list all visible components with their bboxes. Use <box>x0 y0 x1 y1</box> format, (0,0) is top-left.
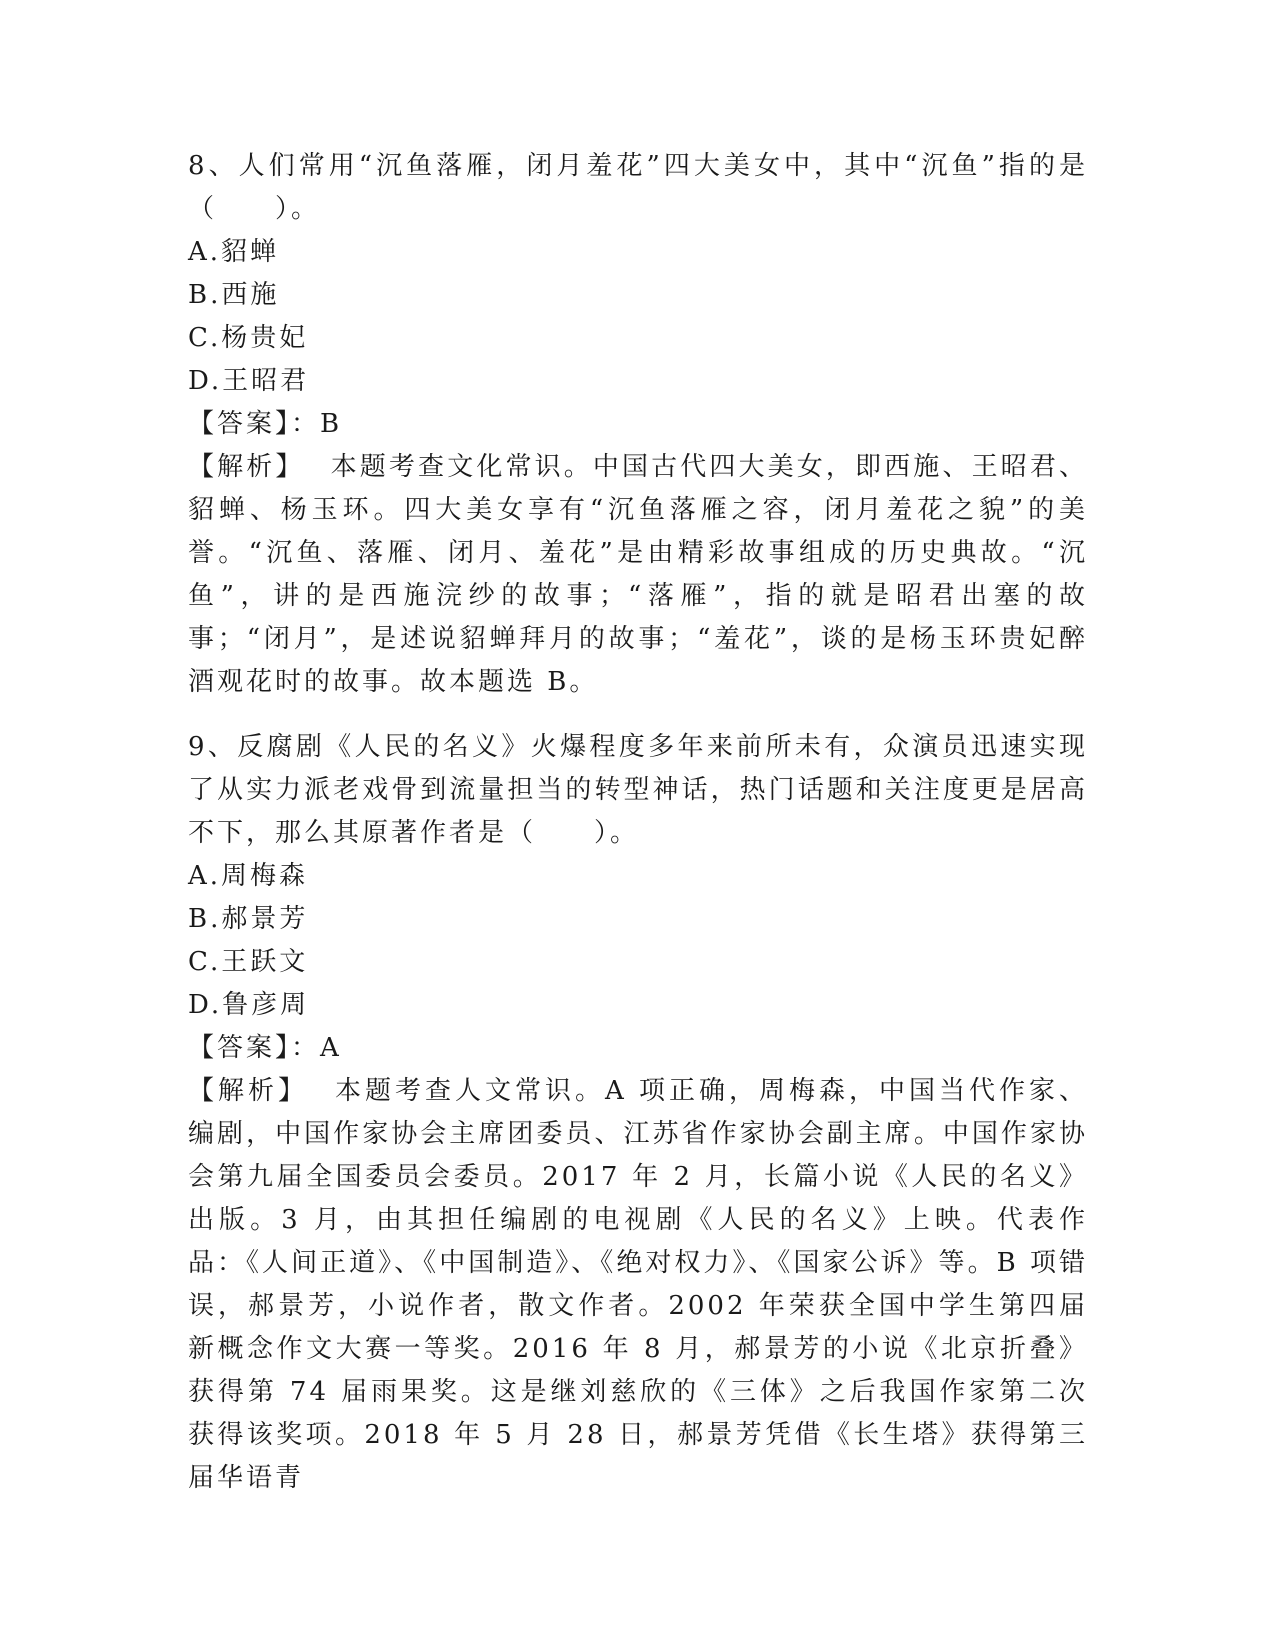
answer-value: A <box>320 1033 342 1063</box>
analysis-block <box>188 446 1088 704</box>
answer-line <box>188 1027 1088 1070</box>
answer-label: 【答案】： <box>188 409 321 439</box>
question-stem: 8、人们常用“沉鱼落雁，闭月羞花”四大美女中，其中“沉鱼”指的是（ ）。 <box>188 151 1088 224</box>
option-c: C.王跃文 <box>188 947 309 977</box>
question-9 <box>188 726 1088 1500</box>
option-d: D.鲁彦周 <box>188 990 310 1020</box>
option-b: B.西施 <box>188 280 280 310</box>
document-page <box>188 145 1088 1500</box>
analysis-block <box>188 1070 1088 1500</box>
answer-value: B <box>320 409 343 439</box>
answer-line <box>188 403 1088 446</box>
option-b: B.郝景芳 <box>188 904 309 934</box>
option-c: C.杨贵妃 <box>188 323 309 353</box>
question-stem: 9、反腐剧《人民的名义》火爆程度多年来前所未有，众演员迅速实现了从实力派老戏骨到流量担当的转型神话，热门话题和关注度更是居高不下，那么其原著作者是（ ）。 <box>188 732 1088 848</box>
option-a: A.周梅森 <box>188 861 309 891</box>
analysis-text: 本题考查文化常识。中国古代四大美女，即西施、王昭君、貂蝉、杨玉环。四大美女享有“沉鱼落雁之容，闭月羞花之貌”的美誉。“沉鱼、落雁、闭月、羞花”是由精彩故事组成的历史典故。“沉鱼”，讲的是西施浣纱的故事；“落雁”，指的就是昭君出塞的故事；“闭月”，是述说貂蝉拜月的故事；“羞花”，谈的是杨玉环贵妃醉酒观花时的故事。故本题选 B。 <box>188 452 1088 697</box>
option-d: D.王昭君 <box>188 366 310 396</box>
option-a: A.貂蝉 <box>188 237 280 267</box>
analysis-label: 【解析】 <box>188 1076 308 1106</box>
analysis-label: 【解析】 <box>188 452 305 482</box>
answer-label: 【答案】： <box>188 1033 321 1063</box>
question-8 <box>188 145 1088 704</box>
analysis-text: 本题考查人文常识。A 项正确，周梅森，中国当代作家、编剧，中国作家协会主席团委员、江苏省作家协会副主席。中国作家协会第九届全国委员会委员。2017 年 2 月，长篇小说《人民的名义》出版。3 月，由其担任编剧的电视剧《人民的名义》上映。代表作品：《人间正道》、《中国制造》、《绝对权力》、《国家公诉》等。B 项错误，郝景芳，小说作者，散文作者。2002 年荣获全国中学生第四届新概念作文大赛一等奖。2016 年 8 月，郝景芳的小说《北京折叠》获得第 74 届雨果奖。这是继刘慈欣的《三体》之后我国作家第二次获得该奖项。2018 年 5 月 28 日，郝景芳凭借《长生塔》获得第三届华语青 <box>188 1076 1088 1493</box>
